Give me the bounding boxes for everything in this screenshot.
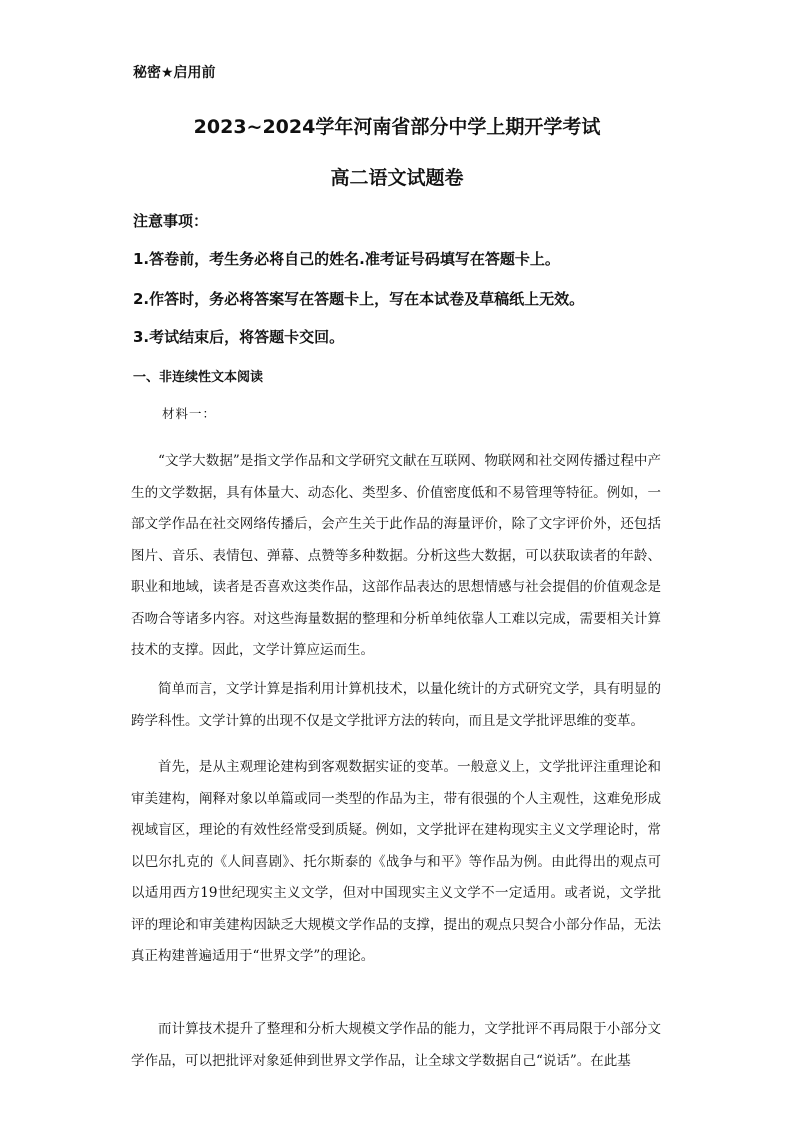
material-label: 材料一： <box>162 406 217 421</box>
body-paragraph: “文学大数据”是指文学作品和文学研究文献在互联网、物联网和社交网传播过程中产生的文学数据，具有体量大、动态化、类型多、价值密度低和不易管理等特征。例如，一部文学作品在社交网络传播后，会产生关于此作品的海量评价，除了文字评价外，还包括图片、音乐、表情包、弹幕、点赞等多种数据。分析这些大数据，可以获取读者的年龄、职业和地域，读者是否喜欢这类作品，这部作品表达的思想情感与社会提倡的价值观念是否吻合等诸多内容。对这些海量数据的整理和分析单纯依靠人工难以完成，需要相关计算技术的支撑。因此，文学计算应运而生。 <box>131 453 661 658</box>
notice-item: 1.答卷前，考生务必将自己的姓名.准考证号码填写在答题卡上。 <box>133 250 560 268</box>
section-heading: 一、非连续性文本阅读 <box>133 370 264 385</box>
body-paragraph: 简单而言，文学计算是指利用计算机技术，以量化统计的方式研究文学，具有明显的跨学科性。文学计算的出现不仅是文学批评方法的转向，而且是文学批评思维的变革。 <box>131 681 661 729</box>
notice-item: 2.作答时，务必将答案写在答题卡上，写在本试卷及草稿纸上无效。 <box>133 290 585 308</box>
notice-heading: 注意事项： <box>133 212 209 230</box>
exam-subtitle: 高二语文试题卷 <box>330 167 464 189</box>
body-paragraph: 首先，是从主观理论建构到客观数据实证的变革。一般意义上，文学批评注重理论和审美建构，阐释对象以单篇或同一类型的作品为主，带有很强的个人主观性，这难免形成视域盲区，理论的有效性经常受到质疑。例如，文学批评在建构现实主义文学理论时，常以巴尔扎克的《人间喜剧》、托尔斯泰的《战争与和平》等作品为例。由此得出的观点可以适用西方19世纪现实主义文学，但对中国现实主义文学不一定适用。或者说，文学批评的理论和审美建构因缺乏大规模文学作品的支撑，提出的观点只契合小部分作品，无法真正构建普遍适用于“世界文学”的理论。 <box>131 759 661 964</box>
exam-title: 2023~2024学年河南省部分中学上期开学考试 <box>193 116 601 138</box>
body-paragraph: 而计算技术提升了整理和分析大规模文学作品的能力，文学批评不再局限于小部分文学作品，可以把批评对象延伸到世界文学作品，让全球文学数据自己“说话”。在此基 <box>131 1021 661 1069</box>
notice-item: 3.考试结束后，将答题卡交回。 <box>133 328 345 346</box>
confidential-label: 秘密★启用前 <box>133 65 216 81</box>
